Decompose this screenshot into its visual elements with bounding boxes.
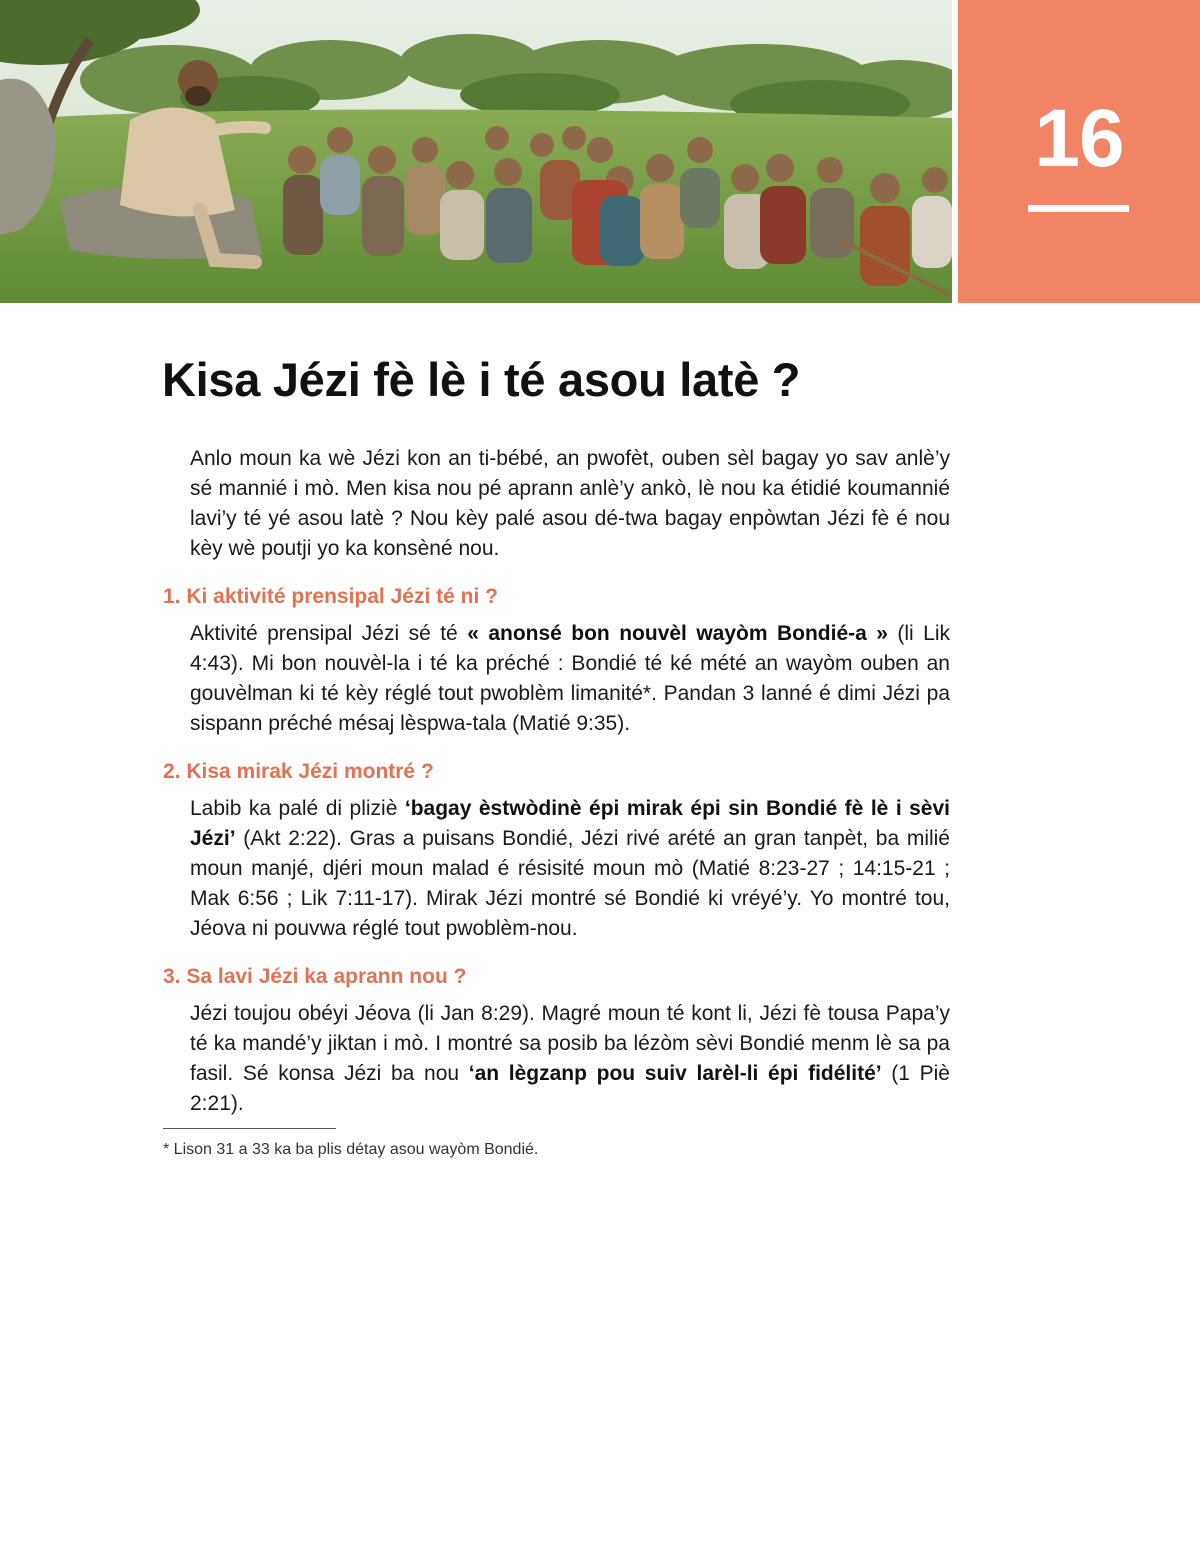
footnote: * Lison 31 a 33 ka ba plis détay asou wayòm Bondié. (163, 1141, 539, 1158)
answer-3-text-a: Jézi toujou obéyi Jéova (li Jan 8:29). Magré moun té kont li, Jézi fè tousa Papa’y té ka mandé’y jiktan i mò. I montré sa posib ba lézòm sèvi Bondié menm lè sa pa fasil. Sé konsa Jézi ba nou (190, 1002, 950, 1085)
answer-1-bold: « anonsé bon nouvèl wayòm Bondié-a » (467, 622, 888, 645)
lesson-badge (958, 0, 1200, 303)
answer-1-text-a: Aktivité prensipal Jézi sé té (190, 622, 468, 645)
answer-1 (190, 619, 950, 739)
lesson-number-underline (1028, 205, 1129, 212)
hero-photo (0, 0, 952, 303)
question-1: 1. Ki aktivité prensipal Jézi té ni ? (163, 585, 498, 608)
answer-3-bold: ‘an lègzanp pou suiv larèl-li épi fidélité’ (468, 1062, 882, 1085)
page-title: Kisa Jézi fè lè i té asou latè ? (162, 353, 801, 406)
question-3: 3. Sa lavi Jézi ka aprann nou ? (163, 965, 467, 988)
hero-illustration (0, 0, 952, 303)
footnote-divider (163, 1128, 336, 1129)
answer-3-text-b: (1 Piè 2:21). (190, 1062, 950, 1115)
answer-2-bold: ‘bagay èstwòdinè épi mirak épi sin Bondié fè lè i sèvi Jézi’ (190, 797, 951, 850)
answer-2-text-a: Labib ka palé di pliziè (190, 797, 405, 820)
answer-1-text-b: (li Lik 4:43). Mi bon nouvèl-la i té ka préché : Bondié té ké mété an wayòm ouben an gouvèlman ki té kèy réglé tout pwoblèm limanité*. Pandan 3 lanné é dimi Jézi pa sispann préché mésaj lèspwa-tala (Matié 9:35). (190, 622, 950, 735)
answer-2-text-b: (Akt 2:22). Gras a puisans Bondié, Jézi rivé arété an gran tanpèt, ba milié moun manjé, djéri moun malad é résisité moun mò (Matié 8:23-27 ; 14:15-21 ; Mak 6:56 ; Lik 7:11-17). Mirak Jézi montré sé Bondié ki vréyé’y. Yo montré tou, Jéova ni pouvwa réglé tout pwoblèm-nou. (190, 827, 950, 940)
answer-2 (190, 794, 950, 944)
answer-3 (190, 999, 950, 1119)
intro-paragraph: Anlo moun ka wè Jézi kon an ti-bébé, an pwofèt, ouben sèl bagay yo sav anlè’y sé mannié i mò. Men kisa nou pé aprann anlè’y ankò, lè nou ka étidié koumannié lavi’y té yé asou latè ? Nou kèy palé asou dé-twa bagay enpòwtan Jézi fè é nou kèy wè poutji yo ka konsèné nou. (190, 447, 950, 560)
question-2: 2. Kisa mirak Jézi montré ? (163, 760, 434, 783)
lesson-number: 16 (1034, 93, 1124, 184)
